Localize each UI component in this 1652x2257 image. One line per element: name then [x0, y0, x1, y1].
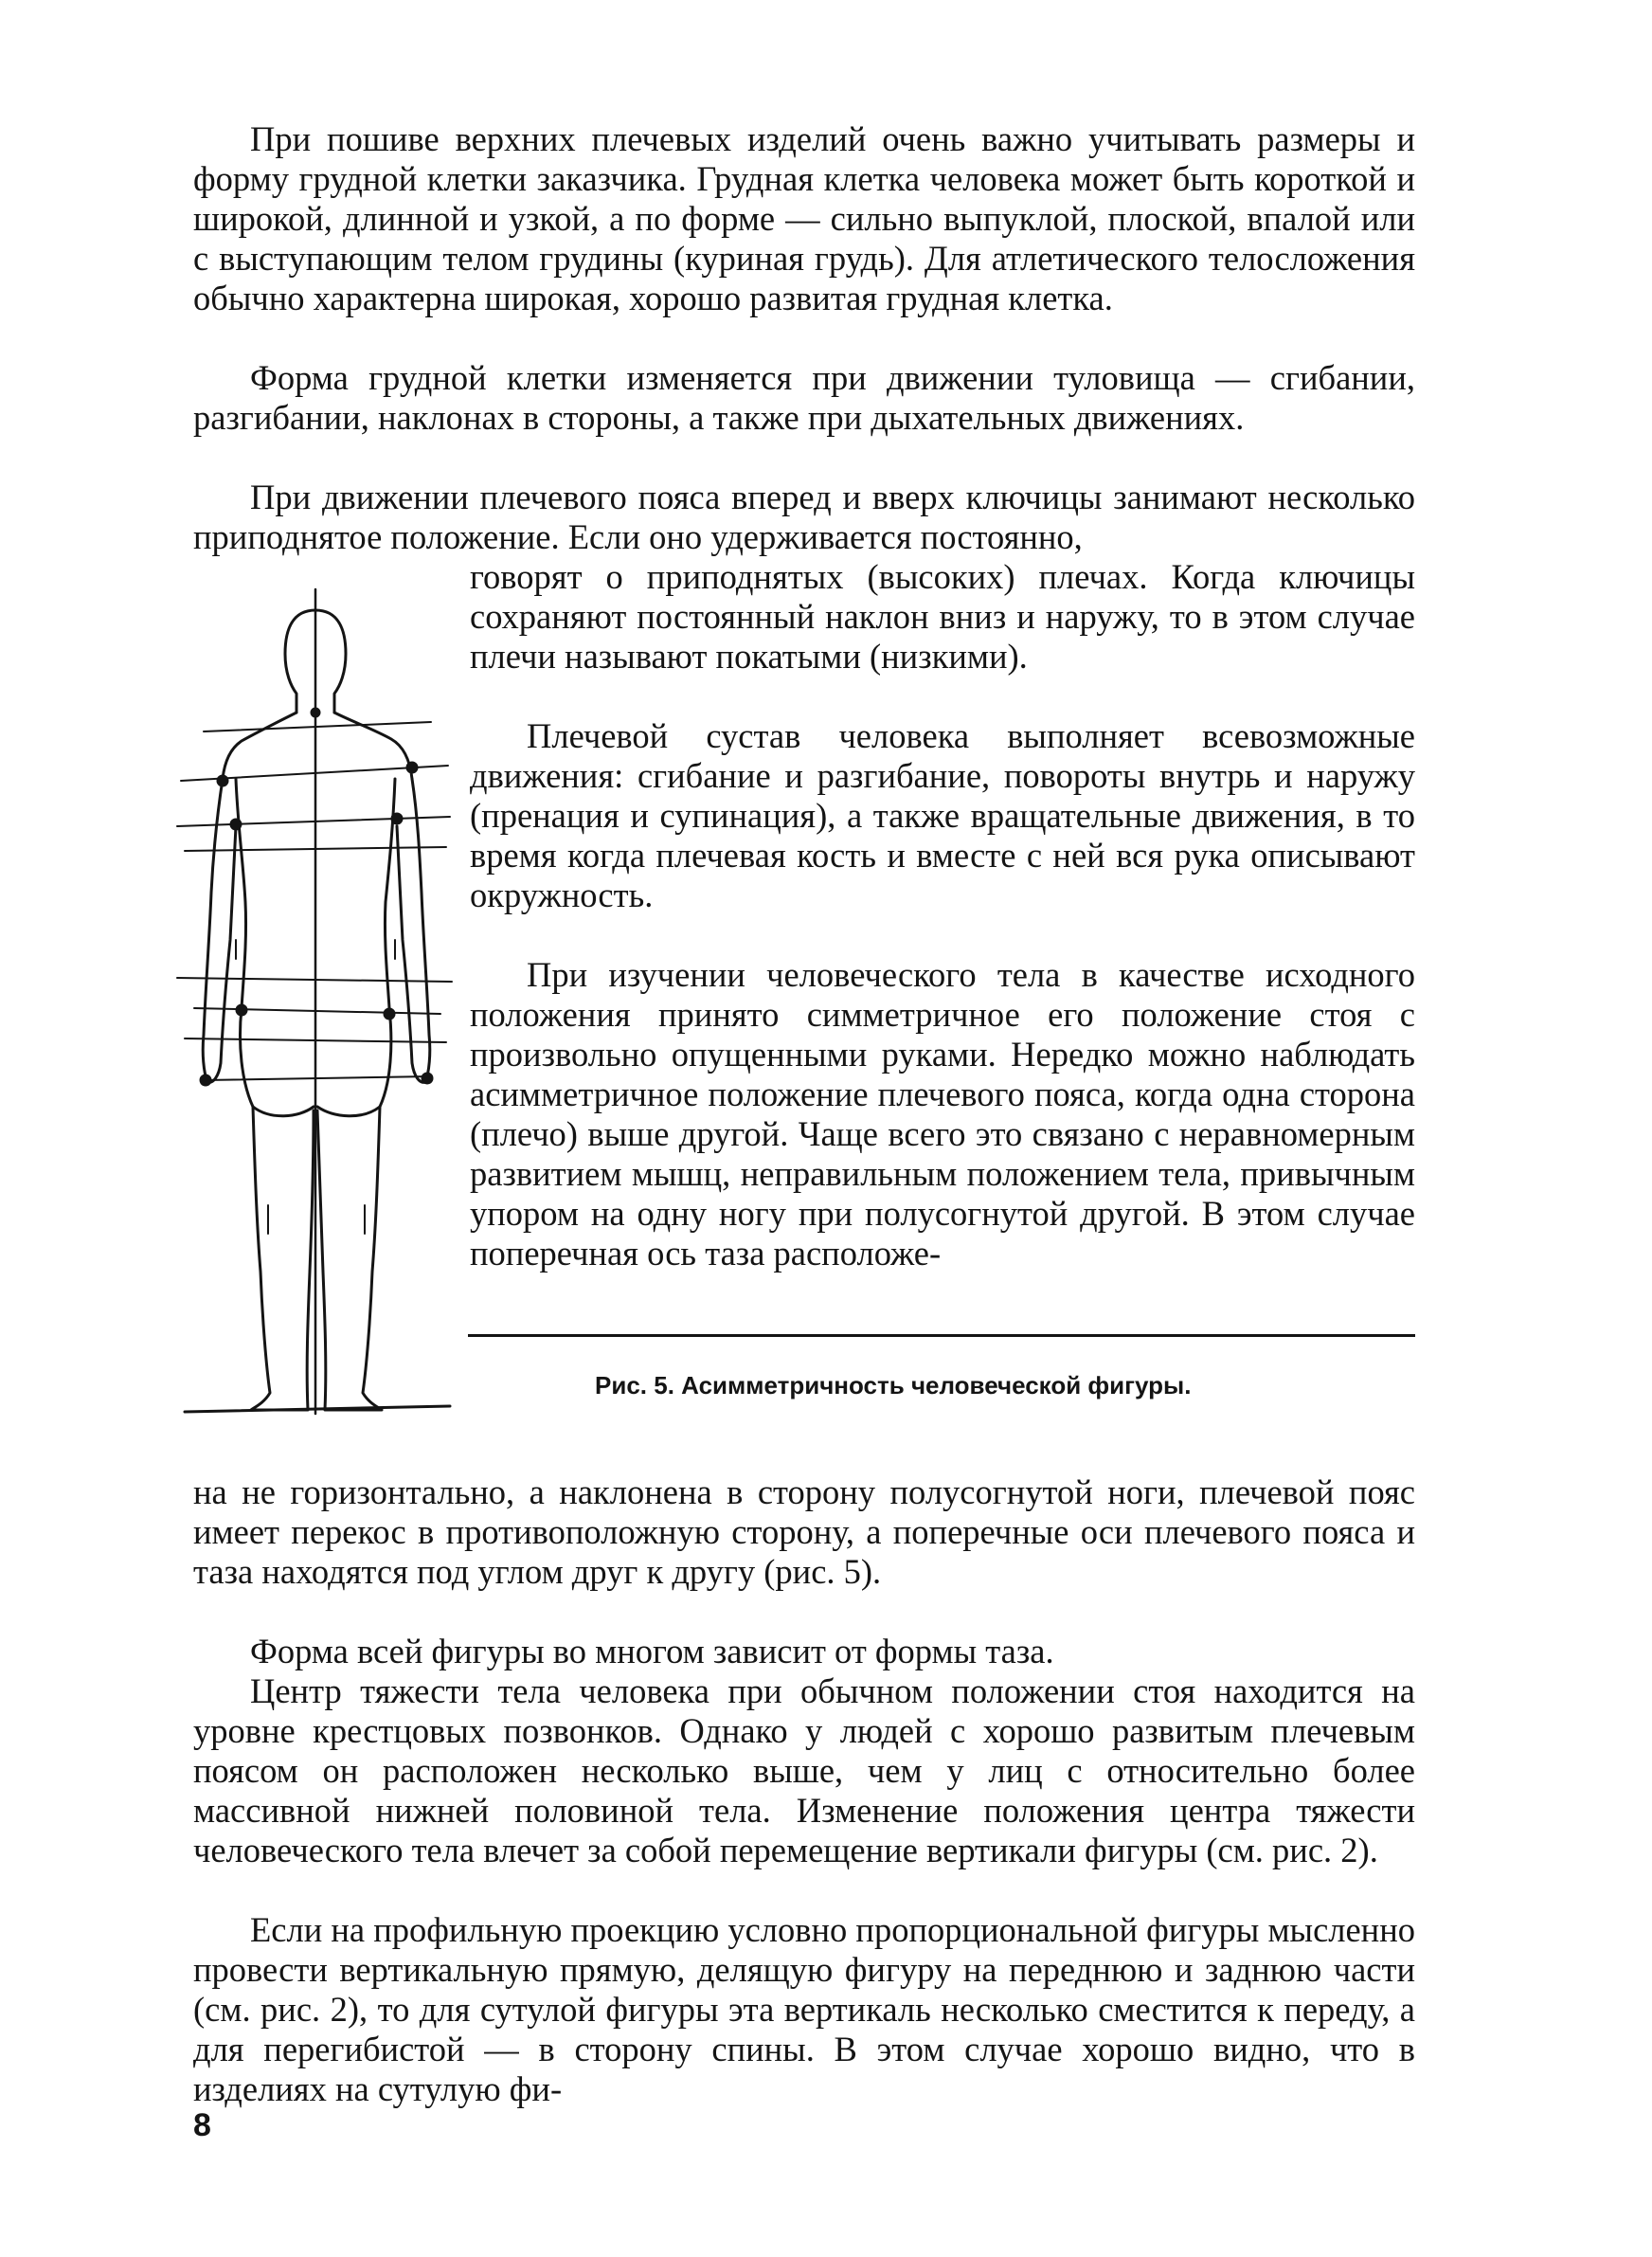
figure-point-neck: [312, 709, 319, 716]
figure-point-left-shoulder: [218, 776, 227, 785]
figure-shoulder-line-1: [204, 722, 431, 731]
paragraph-center-of-gravity: Центр тяжести тела человека при обычном положении стоя находится на уровне крестцовых позвонков. Однако у людей с хорошо развитым плечевым поясом он расположен несколько выше, чем у лиц с относительно более массивной нижней половиной тела. Изменение положения центра тяжести человеческого тела влечет за собой перемещение вертикали фигуры (см. рис. 2).: [193, 1671, 1415, 1869]
paragraph-profile-projection: Если на профильную проекцию условно пропорциональной фигуры мысленно провести вертикальную прямую, делящую фигуру на переднюю и заднюю части (см. рис. 2), то для сутулой фигуры эта вертикаль несколько сместится к переду, а для перегибистой — в сторону спины. В этом случае хорошо видно, что в изделиях на сутулую фи-: [193, 1910, 1416, 2108]
figure-point-right-hand: [422, 1074, 432, 1083]
figure-right-arm: [397, 779, 430, 1082]
asymmetric-figure-illustration: [175, 580, 455, 1423]
figure-knee-line: [204, 1076, 431, 1080]
figure-point-right-shoulder: [407, 763, 417, 772]
paragraph-shoulder-joint: Плечевой сустав человека выполняет всевозможные движения: сгибание и разгибание, повороты внутрь и наружу (пренация и супинация), а также вращательные движения, в то время когда плечевая кость и вместе с ней вся рука описывают окружность.: [470, 716, 1415, 914]
figure-point-left-hand: [201, 1075, 210, 1085]
paragraph-shoulder-girdle-rest: говорят о приподнятых (высоких) плечах. Когда ключицы сохраняют постоянный наклон вниз и наружу, то в этом случае плечи называют покатыми (низкими).: [470, 557, 1415, 676]
paragraph-chest-size: При пошиве верхних плечевых изделий очень важно учитывать размеры и форму грудной клетки заказчика. Грудная клетка человека может быть короткой и широкой, длинной и узкой, а по форме — сильно выпуклой, плоской, впалой или с выступающим телом грудины (куриная грудь). Для атлетического телосложения обычно характерна широкая, хорошо развитая грудная клетка.: [193, 119, 1415, 317]
paragraph-chest-shape-change: Форма грудной клетки изменяется при движении туловища — сгибании, разгибании, наклонах в стороны, а также при дыхательных движениях.: [193, 358, 1415, 437]
figure-point-left-hip: [237, 1005, 246, 1015]
figure-hip-line-1: [194, 1008, 440, 1014]
paragraph-body-position: При изучении человеческого тела в качестве исходного положения принято симметричное его положение стоя с произвольно опущенными руками. Нередко можно наблюдать асимметричное положение плечевого пояса, когда одна сторона (плечо) выше другой. Чаще всего это связано с неравномерным развитием мышц, неправильным положением тела, привычным упором на одну ногу при полусогнутой другой. В этом случае поперечная ось таза расположе-: [470, 955, 1415, 1273]
figure-point-right-hip: [385, 1009, 394, 1019]
paragraph-body-position-continued: на не горизонтально, а наклонена в сторону полусогнутой ноги, плечевой пояс имеет перекос в противоположную сторону, а поперечные оси плечевого пояса и таза находятся под углом друг к другу (рис. 5).: [193, 1472, 1415, 1591]
figure-point-left-chest: [231, 820, 241, 829]
page-number: 8: [193, 2107, 211, 2143]
paragraph-shoulder-girdle-start: При движении плечевого пояса вперед и вверх ключицы занимают несколько приподнятое положение. Если оно удерживается постоянно,: [193, 478, 1415, 556]
paragraph-pelvis-shape: Форма всей фигуры во многом зависит от формы таза.: [250, 1632, 1054, 1670]
caption-divider: [468, 1334, 1415, 1337]
figure-base-line: [185, 1406, 450, 1412]
figure-point-right-chest: [392, 814, 402, 823]
figure-caption: Рис. 5. Асимметричность человеческой фигуры.: [595, 1371, 1192, 1399]
